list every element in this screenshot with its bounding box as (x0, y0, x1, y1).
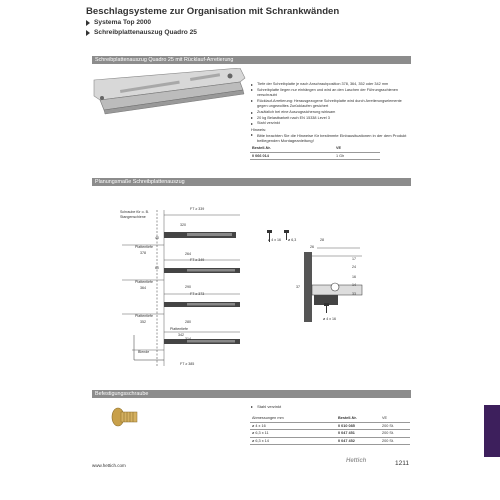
dim-label: 378 (140, 251, 146, 255)
screw-spec-label: ø 4 x 16 (323, 317, 336, 321)
screw-spec-label: ø 6,3 (288, 238, 297, 242)
dim-label: 290 (185, 285, 191, 289)
dim-label: FT ≥ 385 (180, 362, 195, 366)
table-row: ø 6,3 x 14 0 047 452 200 St. (250, 437, 410, 445)
dim-label: 352 (140, 320, 146, 324)
dim-label: 60 (155, 266, 159, 270)
feature-item: Stahl verzinkt (251, 121, 411, 127)
footer-url[interactable]: www.hettich.com (92, 463, 126, 468)
subtitle-systema: Systema Top 2000 (94, 19, 151, 26)
table-row: ø 6,3 x 11 0 047 451 200 St. (250, 430, 410, 438)
feature-item: Zusätzlich bei eine Auszugssicherung wirksam (251, 110, 411, 116)
fixing-screw-image (108, 404, 142, 430)
page-number: 1211 (395, 460, 409, 467)
feature-item: Schreibplatte liegen nur einhängen und wird an den Laschen der Führungsschienen verschraubt (251, 88, 411, 99)
dim-label: 26 (310, 245, 314, 249)
hinweis-label: Hinweis: (251, 127, 267, 132)
arrow-icon (86, 20, 90, 26)
note-label: Plattentiefe (135, 280, 153, 284)
arrow-icon (86, 30, 90, 36)
dim-label: 40 (155, 236, 159, 240)
dim-label: 24 (352, 265, 356, 269)
dim-label: 364 (140, 286, 146, 290)
note-label: Stangenschiene (120, 215, 146, 219)
dim-label: 342 (178, 333, 184, 337)
dim-label: 37 (296, 285, 300, 289)
dim-label: 320 (180, 223, 186, 227)
dim-label: 28 (320, 238, 324, 242)
table-row: 0 066 014 1 Gh (250, 152, 380, 160)
hettich-logo: Hettich (346, 458, 367, 464)
hinweis-block (251, 127, 411, 144)
order-table-screw (250, 415, 410, 445)
table-header-row: Abmessungen mm Bestell-Nr. VE (250, 415, 410, 422)
hinweis-text: Bitte beachten Sie die Hinweise für bestimmte Einbausituationen in der dem Produkt beiliegenden Montageanleitung! (251, 133, 411, 144)
section-bar-screw: Befestigungsschraube (92, 390, 411, 398)
dim-label: FT ≥ 373 (190, 292, 205, 296)
note-label: Plattentiefe (170, 327, 188, 331)
dim-label: FT ≥ 349 (190, 258, 205, 262)
chapter-tab (484, 405, 500, 457)
subtitle-quadro: Schreibplattenauszug Quadro 25 (94, 29, 197, 36)
arrow-icon (251, 406, 253, 408)
order-table-slide (250, 145, 380, 160)
screw-spec-label: ø 4 x 16 (268, 238, 281, 242)
feature-item: Rücklauf-Arretierung: Herausgezogene Schreibplatte wird durch Arretierungselemente gegen ungewolltes Zurücklaufen gesichert (251, 99, 411, 110)
section-bar-planning: Planungsmaße Schreibplattenauszug (92, 178, 411, 186)
dim-label: 264 (185, 252, 191, 256)
page-title: Beschlagsysteme zur Organisation mit Schrankwänden (86, 6, 340, 17)
section-bar-quadro: Schreibplattenauszug Quadro 25 mit Rücklauf-Arretierung (92, 56, 411, 64)
dim-label: 280 (185, 320, 191, 324)
table-header-row: Bestell-Nr. VE (250, 145, 380, 152)
note-label: Blende (138, 350, 150, 354)
dim-label: 17 (352, 257, 356, 261)
feature-item: Tiefe der Schreibplatte je nach Anschraubposition 378, 364, 352 oder 342 mm (251, 82, 411, 88)
table-row: ø 4 x 16 0 010 085 200 St. (250, 422, 410, 430)
dim-label: 314 (185, 337, 191, 341)
arrow-icon (251, 134, 253, 136)
feature-list (251, 82, 411, 127)
dim-label: 16 (352, 275, 356, 279)
feature-item: 20 kg Belastbarkeit nach EN 15338 Level 3 (251, 116, 411, 122)
note-label: Plattentiefe (135, 314, 153, 318)
screw-icon (324, 303, 329, 313)
screw-feature: Stahl verzinkt (251, 404, 281, 409)
dim-label: 14 (352, 283, 356, 287)
note-label: Plattentiefe (135, 245, 153, 249)
slide-rail-image (90, 68, 250, 118)
dim-label: 33 (352, 292, 356, 296)
note-label: Schraube für o. B. (120, 210, 149, 214)
dim-label: FT ≥ 339 (190, 207, 205, 211)
